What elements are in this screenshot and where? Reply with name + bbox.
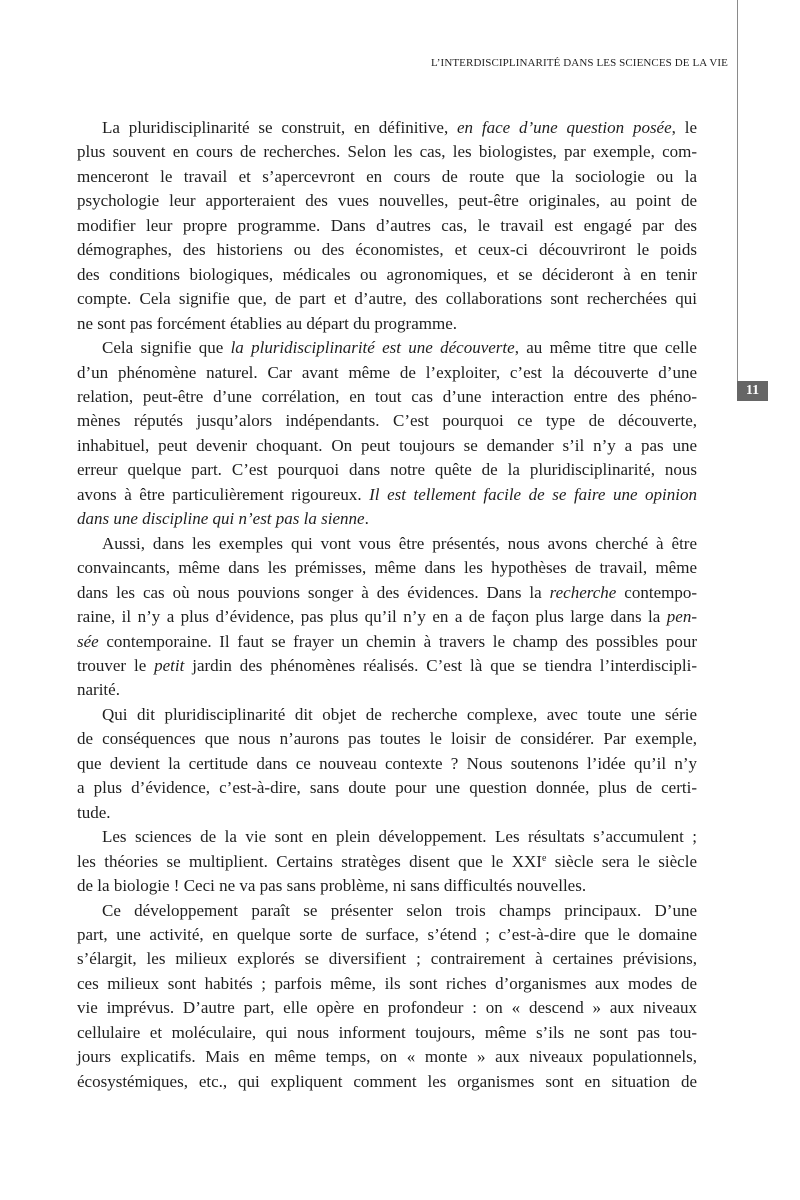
text-line <box>77 947 697 971</box>
text-run: relation, peut-être d’une corrélation, en tout cas d’une interaction entre des phéno- <box>77 386 697 406</box>
text-run: mènes réputés jusqu’alors indépendants. C’est pourquoi ce type de découverte, <box>77 411 697 431</box>
text-run: , au même titre que celle <box>514 338 697 358</box>
paragraph <box>77 825 697 898</box>
text-line <box>77 312 697 336</box>
text-line <box>77 1045 697 1069</box>
text-run: s’élargit, les milieux explorés se diversifient ; contrairement à certaines prévisions, <box>77 949 697 969</box>
text-line <box>77 923 697 947</box>
text-run: , le <box>671 118 697 137</box>
text-line <box>77 116 697 140</box>
body-text <box>77 116 697 1094</box>
text-run: Qui dit pluridisciplinarité dit objet de recherche complexe, avec toute une série <box>102 704 697 724</box>
text-run: La pluridisciplinarité se construit, en définitive, <box>102 118 458 137</box>
text-run: jours explicatifs. Mais en même temps, on « monte » aux niveaux populationnels, <box>77 1047 697 1067</box>
text-line <box>77 532 697 556</box>
text-line <box>77 874 697 898</box>
text-run: dans les cas où nous pouvions songer à des évidences. Dans la <box>77 582 550 602</box>
text-line <box>77 336 697 360</box>
superscript-text: e <box>541 852 547 864</box>
text-run: de la biologie ! Ceci ne va pas sans problème, ni sans difficultés nouvelles. <box>77 876 587 896</box>
text-line <box>77 972 697 996</box>
text-run: siècle sera le siècle <box>546 851 697 871</box>
text-line <box>77 189 697 213</box>
text-run: vie imprévus. D’autre part, elle opère en profondeur : on « descend » aux niveaux <box>77 998 697 1018</box>
text-line <box>77 703 697 727</box>
paragraph <box>77 532 697 703</box>
text-line <box>77 581 697 605</box>
text-run: part, une activité, en quelque sorte de surface, s’étend ; c’est-à-dire que le domaine <box>77 924 697 944</box>
text-line <box>77 1070 697 1094</box>
text-run: menceront le travail et s’apercevront en cours de route que la sociologie ou la <box>77 166 697 186</box>
text-run: ne sont pas forcément établies au départ du programme. <box>77 313 458 333</box>
text-run: de conséquences que nous n’aurons pas toutes le loisir de considérer. Par exemple, <box>77 729 697 749</box>
text-run: écosystémiques, etc., qui expliquent comment les organismes sont en situation de <box>77 1071 697 1091</box>
text-line <box>77 385 697 409</box>
text-run: avons à être particulièrement rigoureux. <box>77 484 370 504</box>
text-run: inhabituel, peut devenir choquant. On peut toujours se demander s’il n’y a pas une <box>77 435 697 455</box>
text-run: d’un phénomène naturel. Car avant même de l’exploiter, c’est la découverte d’une <box>77 362 697 382</box>
text-run: erreur quelque part. C’est pourquoi dans notre quête de la pluridisciplinarité, nous <box>77 460 697 480</box>
text-line <box>77 776 697 800</box>
text-line <box>77 287 697 311</box>
text-run: contempo- <box>616 582 697 602</box>
paragraph <box>77 336 697 532</box>
text-line <box>77 899 697 923</box>
text-run: psychologie leur apporteraient des vues nouvelles, peut-être originales, au point de <box>77 191 697 211</box>
italic-text: en face d’une question posée <box>457 118 672 137</box>
italic-text: pen- <box>666 607 697 627</box>
text-line <box>77 214 697 238</box>
text-line <box>77 556 697 580</box>
text-run: convaincants, même dans les prémisses, même dans les hypothèses de travail, même <box>77 558 697 578</box>
text-run: jardin des phénomènes réalisés. C’est là que se tiendra l’interdiscipli- <box>184 655 697 675</box>
text-line <box>77 434 697 458</box>
text-run: Les sciences de la vie sont en plein développement. Les résultats s’accumulent ; <box>102 827 697 847</box>
text-run: Ce développement paraît se présenter selon trois champs principaux. D’une <box>102 900 697 920</box>
text-line <box>77 654 697 678</box>
margin-rule <box>737 0 738 381</box>
text-run: trouver le <box>77 655 155 675</box>
text-run: plus souvent en cours de recherches. Selon les cas, les biologistes, par exemple, com- <box>77 142 697 162</box>
text-run: tude. <box>77 802 111 822</box>
italic-text: petit <box>154 655 185 675</box>
text-line <box>77 238 697 262</box>
text-line <box>77 996 697 1020</box>
text-line <box>77 263 697 287</box>
paragraph <box>77 899 697 1095</box>
text-run: que devient la certitude dans ce nouveau contexte ? Nous soutenons l’idée qu’il n’y <box>77 753 697 773</box>
text-line <box>77 507 697 531</box>
text-line <box>77 825 697 849</box>
paragraph <box>77 116 697 336</box>
text-line <box>77 409 697 433</box>
running-head-title: L’INTERDISCIPLINARITÉ DANS LES SCIENCES DE LA VIE <box>430 57 728 69</box>
paragraph <box>77 703 697 825</box>
text-run: cellulaire et moléculaire, qui nous informent toujours, même s’ils ne sont pas tou- <box>77 1022 697 1042</box>
text-run: Aussi, dans les exemples qui vont vous être présentés, nous avons cherché à être <box>102 533 697 553</box>
text-line <box>77 140 697 164</box>
text-run: . <box>364 509 369 529</box>
italic-text: sée <box>77 631 99 651</box>
text-line <box>77 678 697 702</box>
text-run: démographes, des historiens ou des économistes, et ceux-ci découvriront le poids <box>77 240 697 260</box>
text-line <box>77 630 697 654</box>
text-line <box>77 801 697 825</box>
text-line <box>77 605 697 629</box>
italic-text: dans une discipline qui n’est pas la sienne <box>77 509 365 529</box>
text-run: les théories se multiplient. Certains stratèges disent que le XXI <box>77 851 542 871</box>
text-run: a plus d’évidence, c’est-à-dire, sans doute pour une question donnée, plus de certi- <box>77 778 697 798</box>
text-line <box>77 752 697 776</box>
text-run: raine, il n’y a plus d’évidence, pas plus qu’il n’y en a de façon plus large dans la <box>77 607 667 627</box>
text-run: contemporaine. Il faut se frayer un chemin à travers le champ des possibles pour <box>98 631 697 651</box>
text-line <box>77 165 697 189</box>
italic-text: recherche <box>549 582 617 602</box>
text-run: des conditions biologiques, médicales ou agronomiques, et se décideront à en tenir <box>77 264 697 284</box>
text-line <box>77 727 697 751</box>
text-line <box>77 458 697 482</box>
text-line <box>77 850 697 874</box>
italic-text: la pluridisciplinarité est une découverte <box>230 338 515 358</box>
text-line <box>77 1021 697 1045</box>
text-line <box>77 483 697 507</box>
text-line <box>77 361 697 385</box>
text-run: modifier leur propre programme. Dans d’autres cas, le travail est engagé par des <box>77 215 697 235</box>
text-run: ces milieux sont habités ; parfois même, ils sont riches d’organismes aux modes de <box>77 973 697 993</box>
text-run: compte. Cela signifie que, de part et d’autre, des collaborations sont recherchées qui <box>77 289 697 309</box>
text-run: narité. <box>77 680 120 700</box>
page-number-badge: 11 <box>737 381 768 401</box>
text-run: Cela signifie que <box>102 338 231 358</box>
italic-text: Il est tellement facile de se faire une opinion <box>369 484 697 504</box>
